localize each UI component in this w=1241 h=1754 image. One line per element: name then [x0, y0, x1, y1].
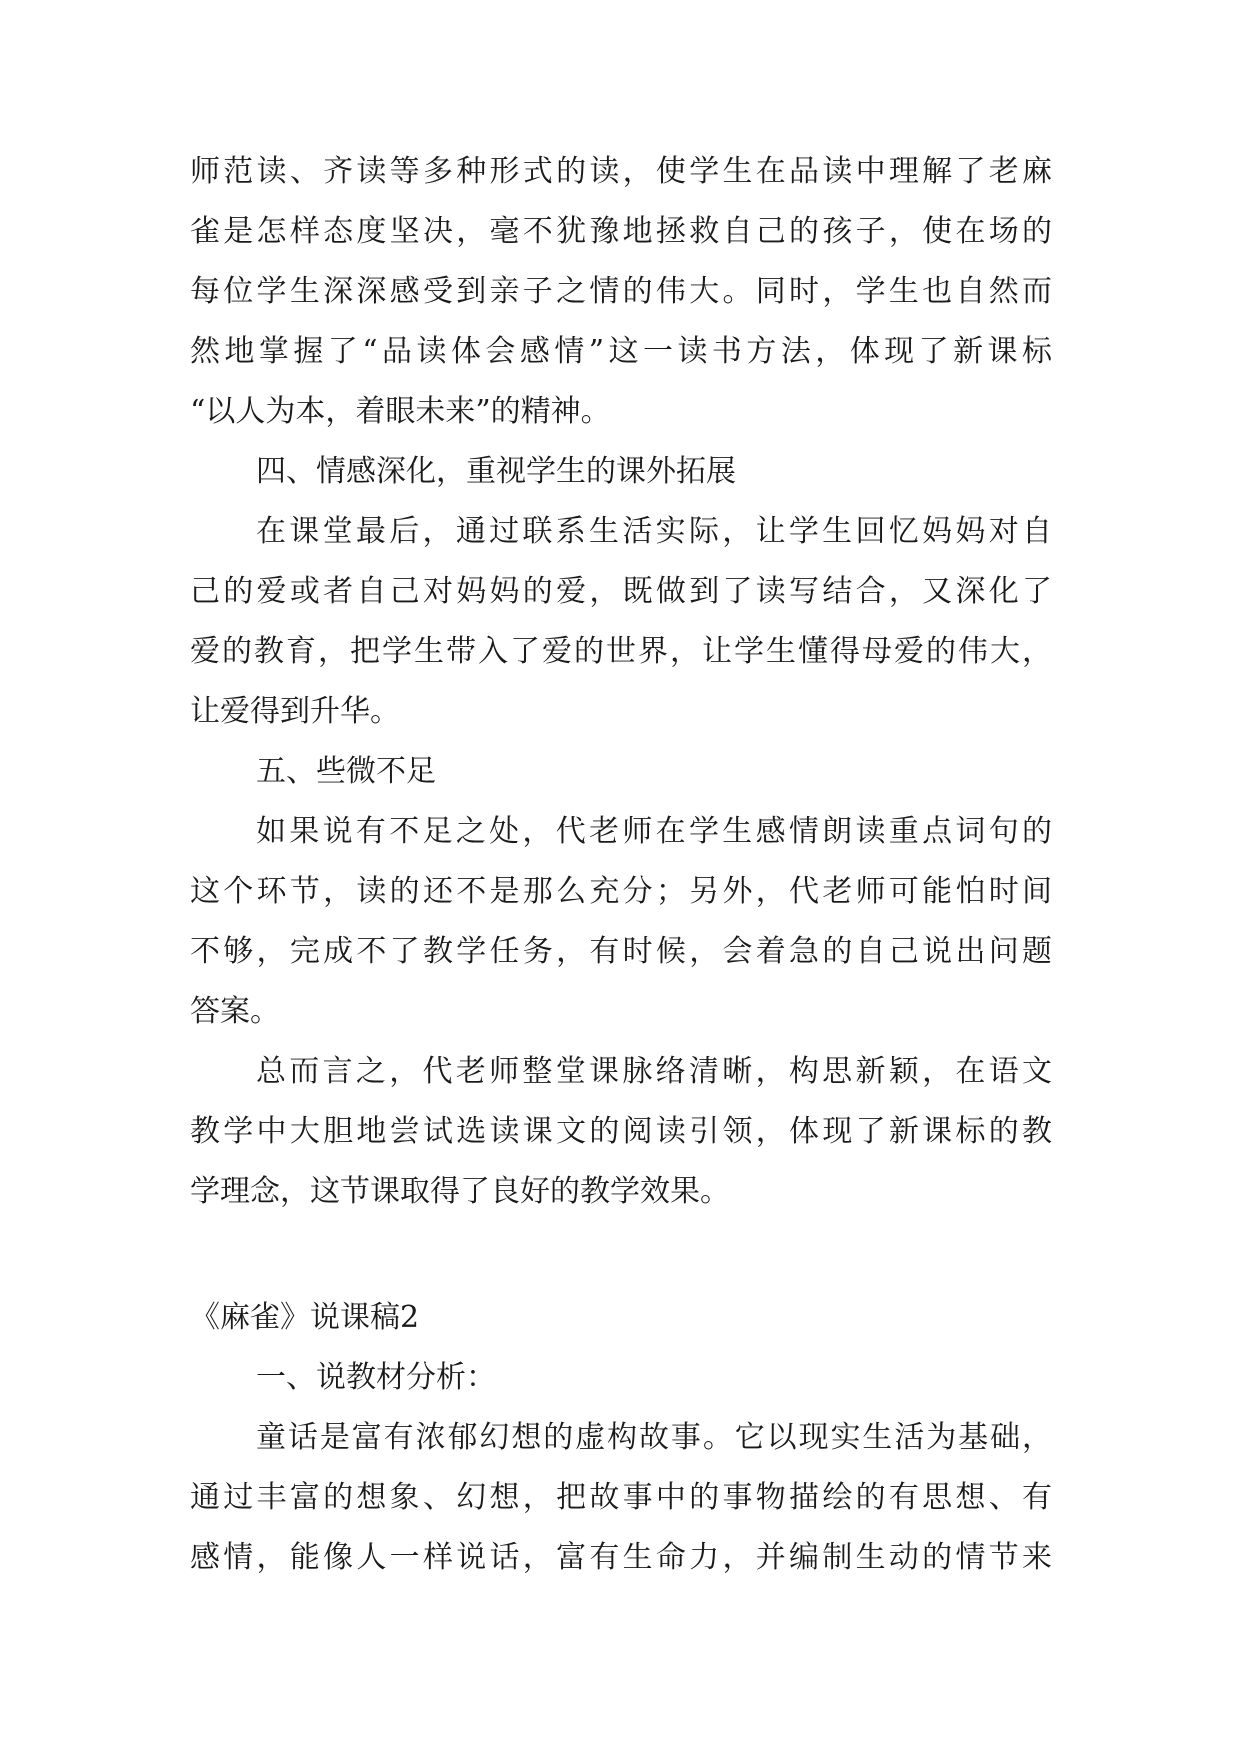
text-line: 在课堂最后，通过联系生活实际，让学生回忆妈妈对自 [256, 514, 1052, 549]
text-line: 爱的教育，把学生带入了爱的世界，让学生懂得母爱的伟大， [190, 634, 1052, 669]
text-line: 通过丰富的想象、幻想，把故事中的事物描绘的有思想、有 [190, 1480, 1052, 1515]
section-heading-5: 五、些微不足 [256, 754, 436, 789]
section-spacer [190, 1222, 1052, 1288]
text-line: 然地掌握了“品读体会感情”这一读书方法，体现了新课标 [190, 334, 1052, 369]
text-line: “以人为本，着眼未来”的精神。 [190, 394, 611, 429]
text-line: 总而言之，代老师整堂课脉络清晰，构思新颖，在语文 [256, 1054, 1052, 1089]
document-page [190, 142, 1052, 1588]
text-line: 如果说有不足之处，代老师在学生感情朗读重点词句的 [256, 814, 1052, 849]
section-heading-1: 一、说教材分析： [256, 1360, 496, 1395]
text-line: 雀是怎样态度坚决，毫不犹豫地拯救自己的孩子，使在场的 [190, 214, 1052, 249]
text-line: 每位学生深深感受到亲子之情的伟大。同时，学生也自然而 [190, 274, 1052, 309]
text-line: 这个环节，读的还不是那么充分；另外，代老师可能怕时间 [190, 874, 1052, 909]
paragraph-conclusion [190, 1042, 1052, 1222]
section-heading-4: 四、情感深化，重视学生的课外拓展 [256, 454, 736, 489]
paragraph-emotional-deepening [190, 502, 1052, 742]
text-line: 学理念，这节课取得了良好的教学效果。 [190, 1174, 730, 1209]
text-line: 答案。 [190, 994, 280, 1029]
document-title: 《麻雀》说课稿2 [190, 1300, 420, 1335]
text-line: 师范读、齐读等多种形式的读，使学生在品读中理解了老麻 [190, 154, 1052, 189]
text-line: 童话是富有浓郁幻想的虚构故事。它以现实生活为基础， [256, 1420, 1052, 1455]
paragraph-shortcomings [190, 802, 1052, 1042]
paragraph-fairy-tale [190, 1408, 1052, 1588]
text-line: 感情，能像人一样说话，富有生命力，并编制生动的情节来 [190, 1540, 1052, 1575]
text-line: 让爱得到升华。 [190, 694, 400, 729]
paragraph-reading-methods [190, 142, 1052, 442]
text-line: 教学中大胆地尝试选读课文的阅读引领，体现了新课标的教 [190, 1114, 1052, 1149]
text-line: 己的爱或者自己对妈妈的爱，既做到了读写结合，又深化了 [190, 574, 1052, 609]
text-line: 不够，完成不了教学任务，有时候，会着急的自己说出问题 [190, 934, 1052, 969]
